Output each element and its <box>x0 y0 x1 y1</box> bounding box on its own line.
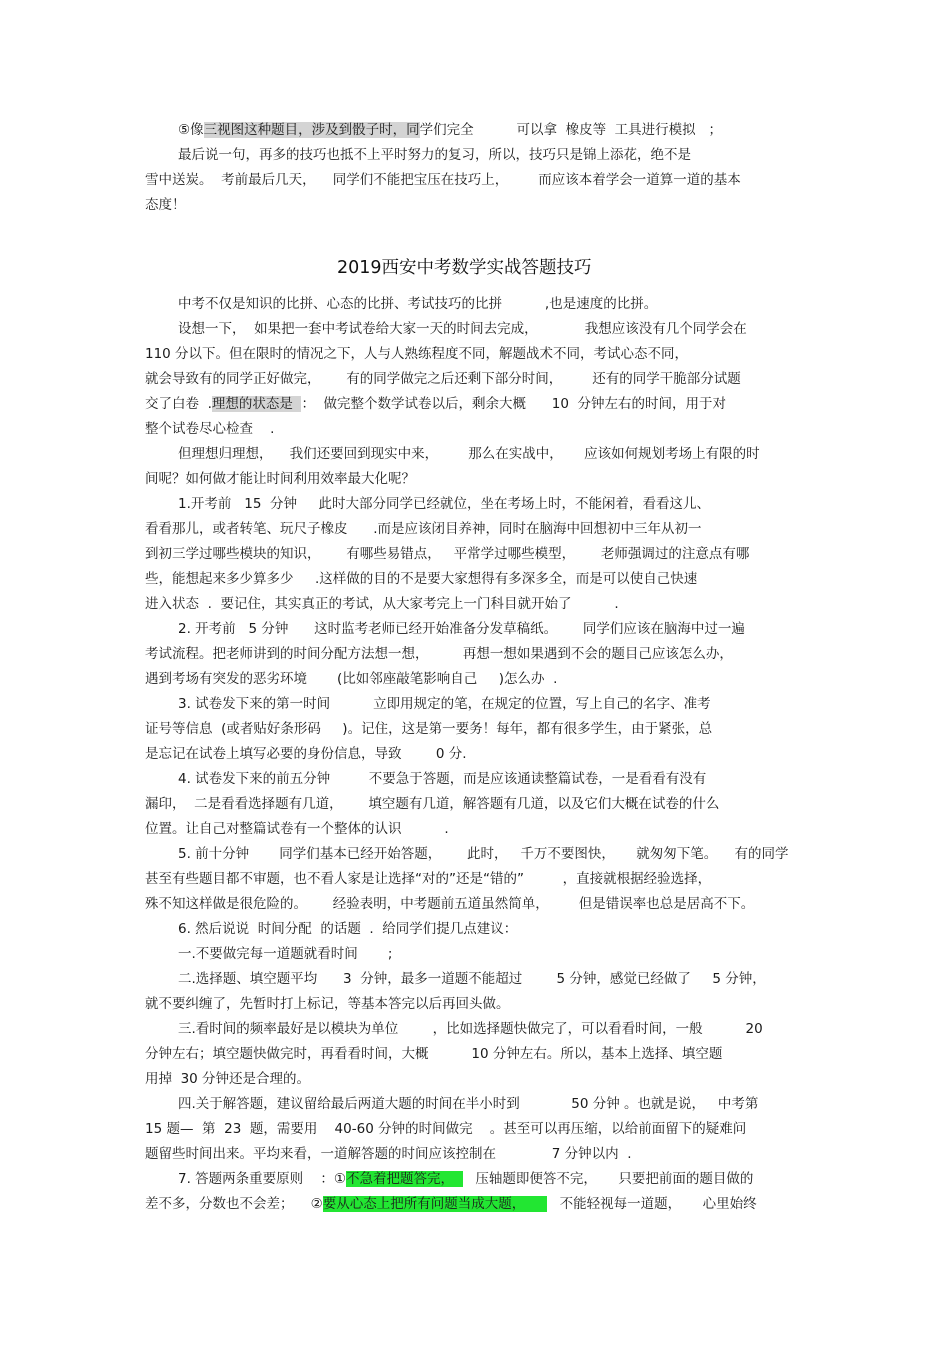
highlighted-text: 理想的状态是 <box>211 396 302 412</box>
text-segment: 学们完全 可以拿 橡皮等 工具进行模拟 ； <box>419 122 723 138</box>
text-line: 题留些时间出来。平均来看，一道解答题的时间应该控制在 7 分钟以内 . <box>145 1146 632 1162</box>
text-line: 110 分以下。但在限时的情况之下，人与人熟练程度不同，解题战术不同，考试心态不同， <box>145 346 689 362</box>
text-line: 一.不要做完每一道题就看时间 ; <box>178 946 393 962</box>
text-line: 3. 试卷发下来的第一时间 立即用规定的笔，在规定的位置，写上自己的名字、准考 <box>178 696 711 712</box>
text-line: 雪中送炭。 考前最后几天， 同学们不能把宝压在技巧上， 而应该本着学会一道算一道的基本 <box>145 172 741 188</box>
text-line: 些，能想起来多少算多少 .这样做的目的不是要大家想得有多深多全，而是可以使自己快速 <box>145 571 698 587</box>
text-line <box>145 1194 757 1214</box>
text-line: 进入状态 . 要记住，其实真正的考试，从大家考完上一门科目就开始了 . <box>145 596 619 612</box>
text-segment: ： 做完整个数学试卷以后，剩余大概 10 分钟左右的时间，用于对 <box>301 396 727 412</box>
text-line: 四.关于解答题，建议留给最后两道大题的时间在半小时到 50 分钟 。也就是说， 中考第 <box>178 1096 759 1112</box>
text-line: 到初三学过哪些模块的知识， 有哪些易错点， 平常学过哪些模型， 老师强调过的注意点有哪 <box>145 546 750 562</box>
highlighted-text: 要从心态上把所有问题当成大题， <box>322 1196 547 1212</box>
highlighted-text: 不急着把题答完， <box>345 1171 463 1187</box>
text-line: 态度！ <box>145 197 186 213</box>
text-line: 用掉 30 分钟还是合理的。 <box>145 1071 311 1087</box>
text-segment: 压轴题即便答不完， 只要把前面的题目做的 <box>462 1171 754 1187</box>
text-line: 15 题— 第 23 题，需要用 40-60 分钟的时间做完 。甚至可以再压缩，以给前面留下的疑难问 <box>145 1121 747 1137</box>
text-line: 就会导致有的同学正好做完， 有的同学做完之后还剩下部分时间， 还有的同学干脆部分试题 <box>145 371 741 387</box>
text-line: 4. 试卷发下来的前五分钟 不要急于答题，而是应该通读整篇试卷，一是看看有没有 <box>178 771 707 787</box>
text-line: 看看那儿，或者转笔、玩尺子橡皮 .而是应该闭目养神，同时在脑海中回想初中三年从初一 <box>145 521 702 537</box>
text-segment: ⑤像 <box>178 122 204 138</box>
text-line: 2. 开考前 5 分钟 这时监考老师已经开始准备分发草稿纸。 同学们应该在脑海中过一遍 <box>178 621 745 637</box>
text-line <box>178 120 722 140</box>
text-line: 但理想归理想， 我们还要回到现实中来， 那么在实战中， 应该如何规划考场上有限的时 <box>178 446 760 462</box>
text-line: 三.看时间的频率最好是以模块为单位 ，比如选择题快做完了，可以看看时间，一般 20 <box>178 1021 763 1037</box>
text-segment: 差不多，分数也不会差； ② <box>145 1196 323 1212</box>
text-line: 1.开考前 15 分钟 此时大部分同学已经就位，坐在考场上时，不能闲着，看看这儿、 <box>178 496 710 512</box>
text-segment: 7. 答题两条重要原则 ：① <box>178 1171 346 1187</box>
text-line: 遇到考场有突发的恶劣环境 (比如邻座敲笔影响自己 )怎么办 . <box>145 671 558 687</box>
text-line: 中考不仅是知识的比拼、心态的比拼、考试技巧的比拼 ,也是速度的比拼。 <box>178 296 658 312</box>
text-line: 是忘记在试卷上填写必要的身份信息，导致 0 分. <box>145 746 467 762</box>
text-line: 分钟左右；填空题快做完时，再看看时间，大概 10 分钟左右。所以，基本上选择、填空题 <box>145 1046 723 1062</box>
text-line: 就不要纠缠了，先暂时打上标记，等基本答完以后再回头做。 <box>145 996 510 1012</box>
text-segment: 交了白卷 . <box>145 396 212 412</box>
text-line <box>145 394 726 414</box>
document-title: 2019西安中考数学实战答题技巧 <box>337 258 592 278</box>
text-line: 设想一下， 如果把一套中考试卷给大家一天的时间去完成， 我想应该没有几个同学会在 <box>178 321 747 337</box>
text-line: 6. 然后说说 时间分配 的话题 . 给同学们提几点建议： <box>178 921 518 937</box>
text-line: 甚至有些题目都不审题，也不看人家是让选择“对的”还是“错的” ，直接就根据经验选择， <box>145 871 712 887</box>
text-line: 证号等信息 (或者贴好条形码 )。记住，这是第一要务！每年，都有很多学生，由于紧张，总 <box>145 721 713 737</box>
text-line: 殊不知这样做是很危险的。 经验表明，中考题前五道虽然简单， 但是错误率也总是居高不下。 <box>145 896 755 912</box>
text-line: 二.选择题、填空题平均 3 分钟，最多一道题不能超过 5 分钟，感觉已经做了 5 分钟， <box>178 971 766 987</box>
text-line: 间呢？如何做才能让时间利用效率最大化呢？ <box>145 471 415 487</box>
text-segment: 不能轻视每一道题， 心里始终 <box>546 1196 757 1212</box>
text-line: 5. 前十分钟 同学们基本已经开始答题， 此时， 千万不要图快， 就匆匆下笔。 有的同学 <box>178 846 789 862</box>
text-line <box>178 1169 753 1189</box>
text-line: 最后说一句，再多的技巧也抵不上平时努力的复习，所以，技巧只是锦上添花，绝不是 <box>178 147 691 163</box>
text-line: 漏印， 二是看看选择题有几道， 填空题有几道，解答题有几道，以及它们大概在试卷的什么 <box>145 796 720 812</box>
text-line: 位置。让自己对整篇试卷有一个整体的认识 . <box>145 821 449 837</box>
text-line: 整个试卷尽心检查 . <box>145 421 275 437</box>
text-line: 考试流程。把老师讲到的时间分配方法想一想， 再想一想如果遇到不会的题目己应该怎么办， <box>145 646 733 662</box>
highlighted-text: 三视图这种题目，涉及到骰子时，同 <box>203 122 420 138</box>
